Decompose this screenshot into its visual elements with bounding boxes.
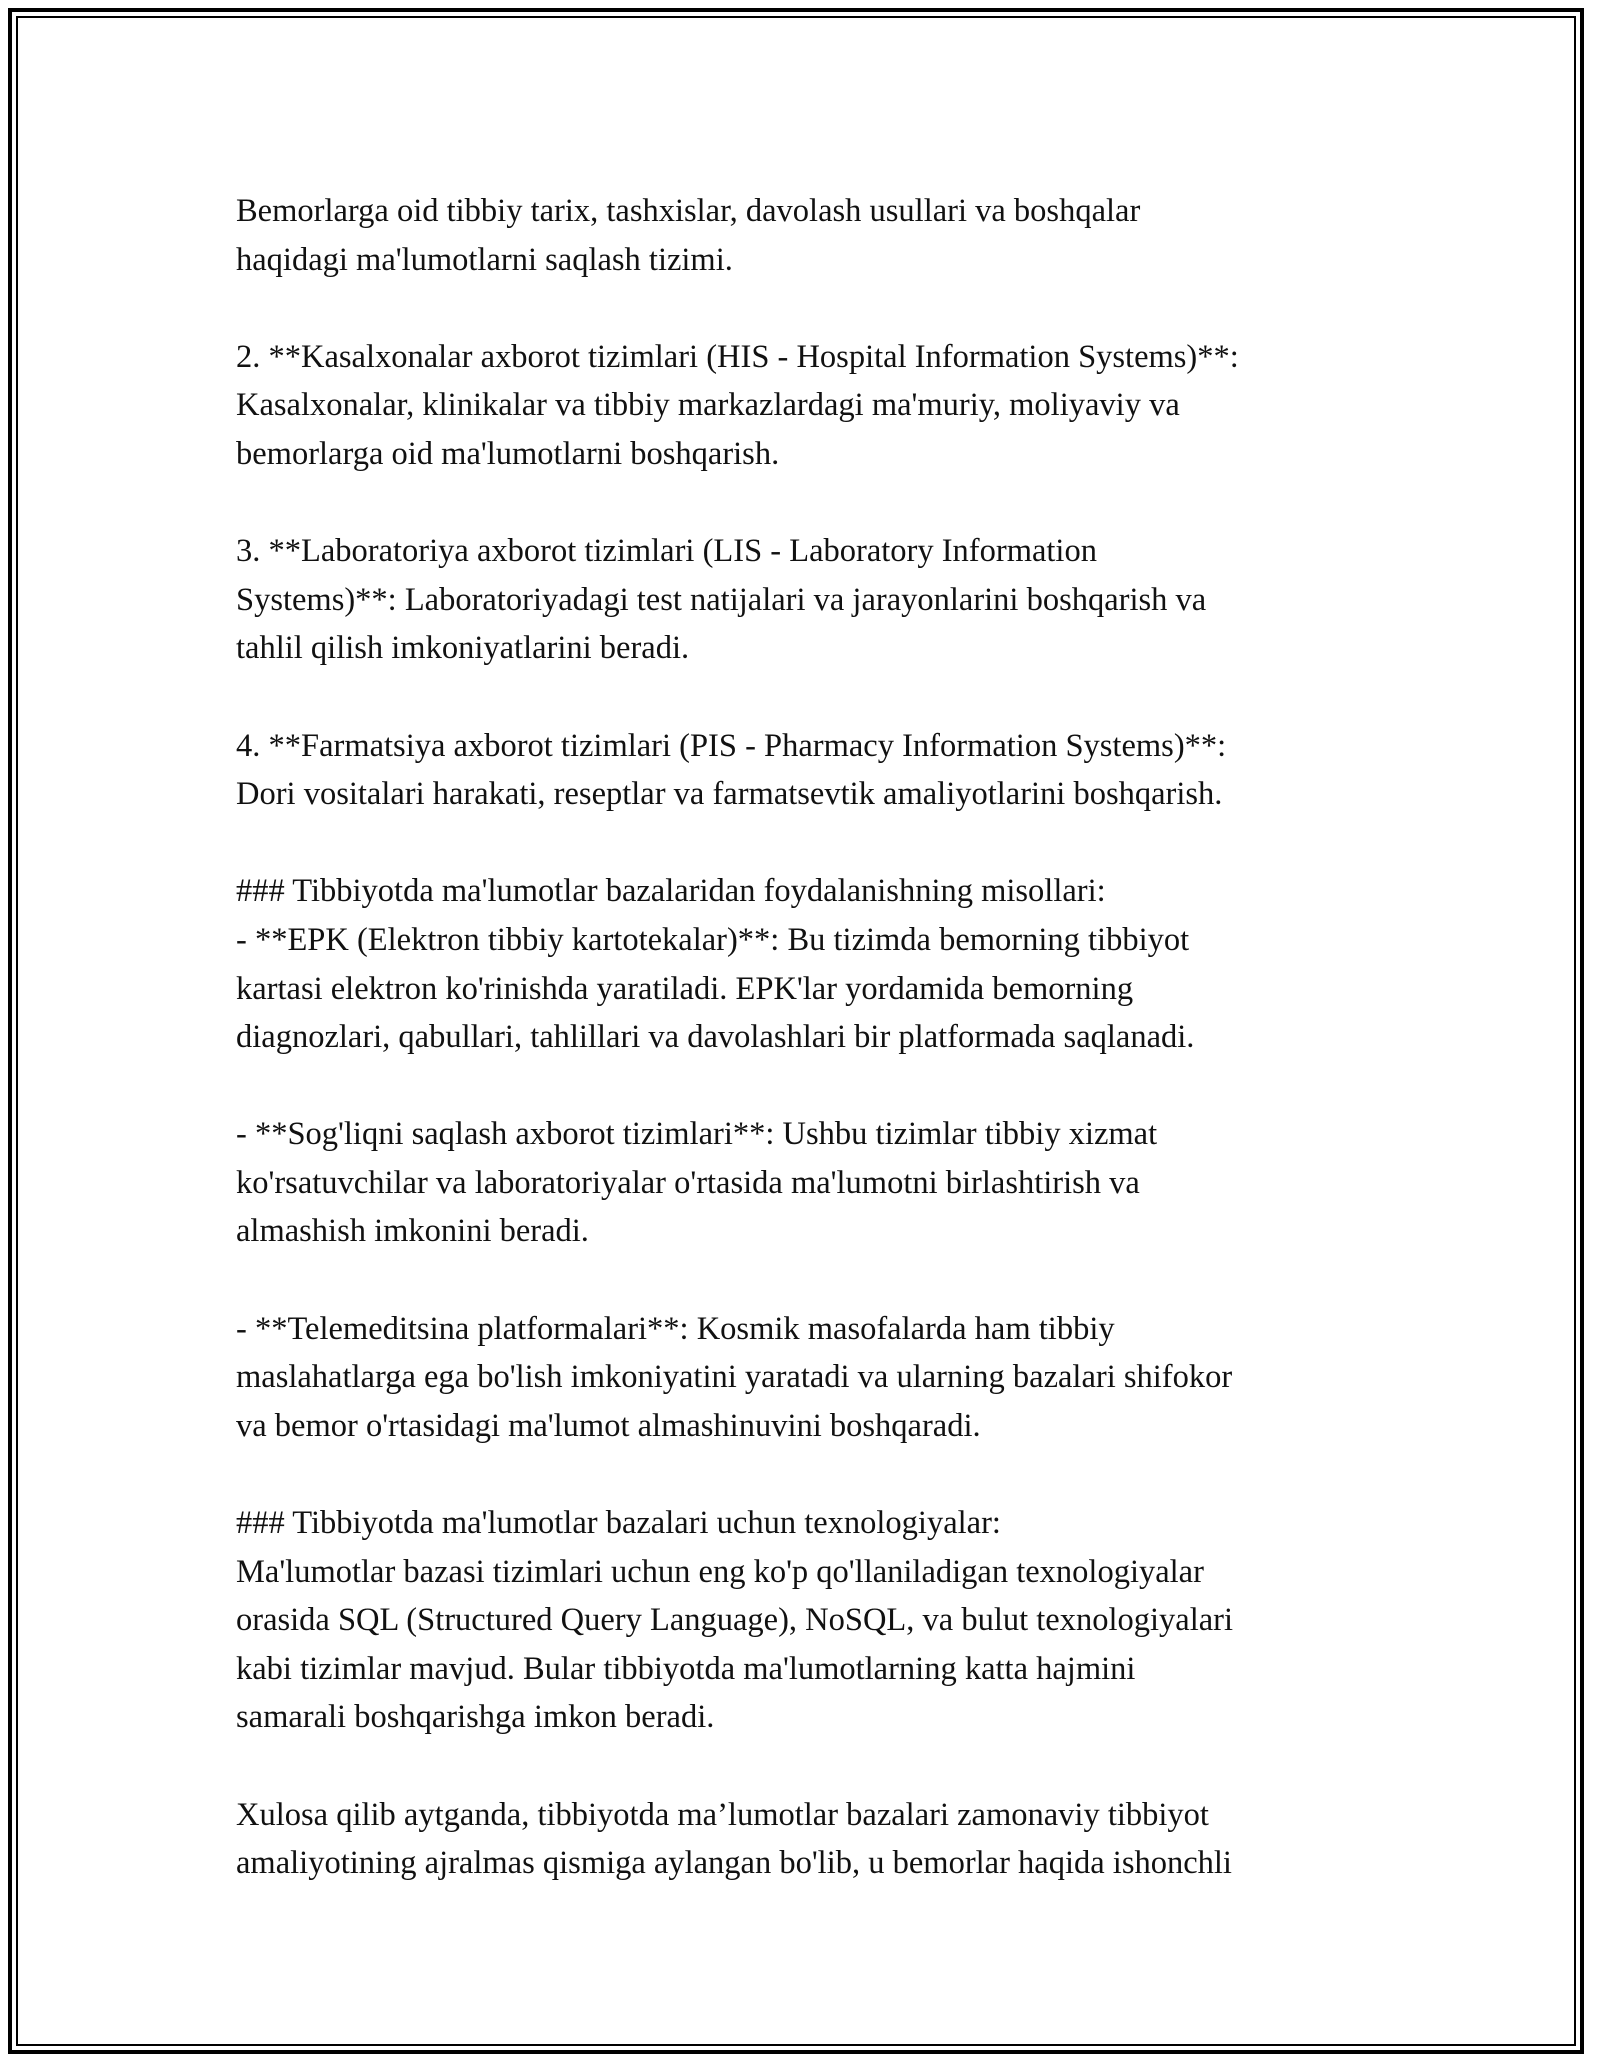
text-line: 3. **Laboratoriya axborot tizimlari (LIS - Laboratory Information [236, 533, 1097, 570]
paragraph-technologies [236, 1499, 1386, 1742]
text-line: - **Sog'liqni saqlash axborot tizimlari**: Ushbu tizimlar tibbiy xizmat [236, 1116, 1158, 1153]
text-line: samarali boshqarishga imkon beradi. [236, 1699, 715, 1736]
paragraph-his [236, 333, 1386, 479]
paragraph-intro-continuation [236, 187, 1386, 284]
paragraph-telemedicine [236, 1305, 1386, 1451]
text-line: diagnozlari, qabullari, tahlillari va davolashlari bir platformada saqlanadi. [236, 1019, 1195, 1056]
section-heading: ### Tibbiyotda ma'lumotlar bazalaridan foydalanishning misollari: [236, 873, 1106, 910]
text-line: amaliyotining ajralmas qismiga aylangan bo'lib, u bemorlar haqida ishonchli [236, 1845, 1232, 1882]
text-line: 2. **Kasalxonalar axborot tizimlari (HIS - Hospital Information Systems)**: [236, 338, 1239, 375]
text-line: haqidagi ma'lumotlarni saqlash tizimi. [236, 241, 733, 278]
text-line: Kasalxonalar, klinikalar va tibbiy markazlardagi ma'muriy, moliyaviy va [236, 387, 1180, 424]
text-line: kabi tizimlar mavjud. Bular tibbiyotda ma'lumotlarning katta hajmini [236, 1650, 1136, 1687]
text-line: Xulosa qilib aytganda, tibbiyotda ma’lumotlar bazalari zamonaviy tibbiyot [236, 1796, 1209, 1833]
text-line: almashish imkonini beradi. [236, 1213, 589, 1250]
text-line: kartasi elektron ko'rinishda yaratiladi. EPK'lar yordamida bemorning [236, 970, 1134, 1007]
paragraph-conclusion [236, 1791, 1386, 1888]
text-line: bemorlarga oid ma'lumotlarni boshqarish. [236, 435, 780, 472]
paragraph-pis [236, 722, 1386, 819]
text-line: orasida SQL (Structured Query Language), NoSQL, va bulut texnologiyalari [236, 1602, 1234, 1639]
text-line: Dori vositalari harakati, reseptlar va farmatsevtik amaliyotlarini boshqarish. [236, 776, 1223, 813]
text-line: 4. **Farmatsiya axborot tizimlari (PIS - Pharmacy Information Systems)**: [236, 727, 1227, 764]
text-line: Bemorlarga oid tibbiy tarix, tashxislar, davolash usullari va boshqalar [236, 193, 1141, 229]
section-heading: ### Tibbiyotda ma'lumotlar bazalari uchun texnologiyalar: [236, 1505, 1001, 1542]
paragraph-examples [236, 867, 1386, 1061]
text-line: tahlil qilish imkoniyatlarini beradi. [236, 630, 690, 667]
paragraph-lis [236, 527, 1386, 673]
text-line: Ma'lumotlar bazasi tizimlari uchun eng ko'p qo'llaniladigan texnologiyalar [236, 1553, 1204, 1590]
text-line: maslahatlarga ega bo'lish imkoniyatini yaratadi va ularning bazalari shifokor [236, 1359, 1233, 1396]
document-body [236, 187, 1386, 1888]
text-line: ko'rsatuvchilar va laboratoriyalar o'rtasida ma'lumotni birlashtirish va [236, 1164, 1140, 1201]
text-line: Systems)**: Laboratoriyadagi test natijalari va jarayonlarini boshqarish va [236, 581, 1207, 618]
text-line: va bemor o'rtasidagi ma'lumot almashinuvini boshqaradi. [236, 1407, 981, 1444]
text-line: - **EPK (Elektron tibbiy kartotekalar)**: Bu tizimda bemorning tibbiyot [236, 921, 1190, 958]
paragraph-health-info-systems [236, 1110, 1386, 1256]
text-line: - **Telemeditsina platformalari**: Kosmik masofalarda ham tibbiy [236, 1310, 1115, 1347]
